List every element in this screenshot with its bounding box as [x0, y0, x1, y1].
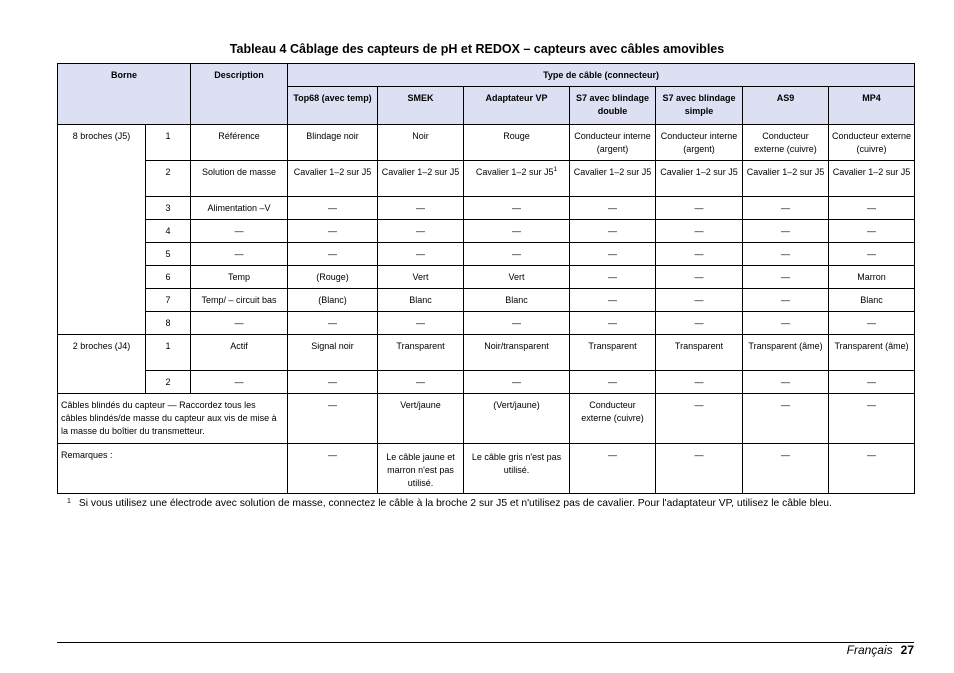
- description-cell: —: [191, 371, 288, 394]
- footer-divider: [57, 642, 914, 643]
- cell: —: [656, 312, 743, 335]
- pin-cell: 1: [146, 335, 191, 371]
- cell: Transparent: [656, 335, 743, 371]
- footnote-marker: 1: [553, 166, 558, 173]
- cell: —: [378, 220, 464, 243]
- cell: Conducteur interne (argent): [570, 125, 656, 161]
- table-row: [58, 371, 915, 394]
- header-col-mp4: MP4: [829, 87, 915, 125]
- table-row: [58, 335, 915, 371]
- header-col-as9: AS9: [743, 87, 829, 125]
- cell: Cavalier 1–2 sur J5: [378, 161, 464, 197]
- header-col-smek: SMEK: [378, 87, 464, 125]
- cell: Le câble gris n'est pas utilisé.: [464, 444, 570, 494]
- header-col-s7-simple: S7 avec blindage simple: [656, 87, 743, 125]
- footnote: [67, 498, 832, 509]
- cell: Blanc: [829, 289, 915, 312]
- cell: —: [570, 371, 656, 394]
- cell: Vert/jaune: [378, 394, 464, 444]
- pin-cell: 1: [146, 125, 191, 161]
- footer-language: Français: [846, 643, 893, 657]
- cell: —: [570, 289, 656, 312]
- cell: Signal noir: [288, 335, 378, 371]
- cell-text: Cavalier 1–2 sur J5: [475, 167, 554, 177]
- wiring-table: [57, 63, 915, 494]
- cell: —: [743, 220, 829, 243]
- cell: —: [464, 243, 570, 266]
- cell: —: [743, 243, 829, 266]
- table-row: [58, 289, 915, 312]
- cell: —: [743, 197, 829, 220]
- cell: —: [829, 220, 915, 243]
- cell: —: [743, 371, 829, 394]
- cell: Rouge: [464, 125, 570, 161]
- cell: —: [378, 312, 464, 335]
- table-row: [58, 197, 915, 220]
- description-cell: Alimentation –V: [191, 197, 288, 220]
- pin-cell: 3: [146, 197, 191, 220]
- pin-cell: 6: [146, 266, 191, 289]
- pin-cell: 7: [146, 289, 191, 312]
- description-cell: Actif: [191, 335, 288, 371]
- cell: Transparent: [378, 335, 464, 371]
- footnote-number: 1: [67, 498, 71, 505]
- table-row: [58, 266, 915, 289]
- cell: —: [378, 243, 464, 266]
- cell: (Vert/jaune): [464, 394, 570, 444]
- cell: (Blanc): [288, 289, 378, 312]
- table-body: [58, 125, 915, 494]
- cell: —: [829, 371, 915, 394]
- cell: —: [288, 394, 378, 444]
- cell: —: [288, 444, 378, 494]
- description-cell: —: [191, 220, 288, 243]
- cell: Cavalier 1–2 sur J5: [570, 161, 656, 197]
- cell: —: [570, 243, 656, 266]
- cell: —: [570, 220, 656, 243]
- pin-cell: 2: [146, 161, 191, 197]
- cell: Vert: [464, 266, 570, 289]
- remarks-label: Remarques :: [58, 444, 288, 494]
- pin-cell: 4: [146, 220, 191, 243]
- cell: —: [570, 197, 656, 220]
- cell: —: [570, 266, 656, 289]
- cell: Noir/transparent: [464, 335, 570, 371]
- description-cell: Temp: [191, 266, 288, 289]
- table-row: [58, 161, 915, 197]
- cell: —: [656, 220, 743, 243]
- cell: —: [656, 266, 743, 289]
- remarks-row: [58, 444, 915, 494]
- cell: —: [464, 197, 570, 220]
- cell: —: [378, 197, 464, 220]
- cell: Transparent: [570, 335, 656, 371]
- cell: Cavalier 1–2 sur J5: [288, 161, 378, 197]
- pin-cell: 8: [146, 312, 191, 335]
- cell: —: [570, 312, 656, 335]
- cell: —: [464, 312, 570, 335]
- cell: —: [656, 394, 743, 444]
- description-cell: —: [191, 243, 288, 266]
- page-number: 27: [900, 643, 914, 657]
- cell-with-note: [464, 161, 570, 197]
- shield-label: Câbles blindés du capteur — Raccordez tous les câbles blindés/de masse du capteur aux vis de mise à la masse du boîtier du transmetteur.: [58, 394, 288, 444]
- cell: Noir: [378, 125, 464, 161]
- table-row: [58, 312, 915, 335]
- cell: Cavalier 1–2 sur J5: [656, 161, 743, 197]
- header-description: Description: [191, 64, 288, 125]
- description-cell: —: [191, 312, 288, 335]
- cell: —: [743, 289, 829, 312]
- cell: —: [656, 444, 743, 494]
- cell: (Rouge): [288, 266, 378, 289]
- table-title: Tableau 4 Câblage des capteurs de pH et REDOX – capteurs avec câbles amovibles: [229, 42, 725, 56]
- group-j5: 8 broches (J5): [58, 125, 146, 335]
- cell: Blanc: [464, 289, 570, 312]
- cell: —: [829, 312, 915, 335]
- cell: —: [288, 243, 378, 266]
- table-row: [58, 220, 915, 243]
- header-cable-type: Type de câble (connecteur): [288, 64, 915, 87]
- table-row: [58, 125, 915, 161]
- cell: Vert: [378, 266, 464, 289]
- description-cell: Temp/ – circuit bas: [191, 289, 288, 312]
- cell: Cavalier 1–2 sur J5: [743, 161, 829, 197]
- cell: —: [829, 197, 915, 220]
- shield-row: [58, 394, 915, 444]
- header-borne: Borne: [58, 64, 191, 125]
- footnote-text: Si vous utilisez une électrode avec solution de masse, connectez le câble à la broche 2 sur J5 et n'utilisez pas de cavalier. Pour l'adaptateur VP, utilisez le câble bleu.: [78, 498, 832, 509]
- cell: —: [656, 289, 743, 312]
- pin-cell: 5: [146, 243, 191, 266]
- cell: —: [743, 444, 829, 494]
- cell: —: [656, 243, 743, 266]
- cell: Le câble jaune et marron n'est pas utilisé.: [378, 444, 464, 494]
- cell: —: [378, 371, 464, 394]
- cell: Conducteur interne (argent): [656, 125, 743, 161]
- cell: —: [464, 371, 570, 394]
- cell: —: [288, 220, 378, 243]
- cell: —: [288, 312, 378, 335]
- cell: —: [288, 371, 378, 394]
- cell: Transparent (âme): [829, 335, 915, 371]
- cell: —: [743, 394, 829, 444]
- cell: Cavalier 1–2 sur J5: [829, 161, 915, 197]
- cell: —: [743, 266, 829, 289]
- cell: —: [743, 312, 829, 335]
- pin-cell: 2: [146, 371, 191, 394]
- cell: Marron: [829, 266, 915, 289]
- cell: —: [829, 444, 915, 494]
- cell: Blanc: [378, 289, 464, 312]
- cell: Conducteur externe (cuivre): [570, 394, 656, 444]
- cell: —: [464, 220, 570, 243]
- page-footer: [847, 643, 914, 657]
- header-col-top68: Top68 (avec temp): [288, 87, 378, 125]
- header-col-vp: Adaptateur VP: [464, 87, 570, 125]
- description-cell: Solution de masse: [191, 161, 288, 197]
- cell: —: [829, 243, 915, 266]
- cell: —: [656, 371, 743, 394]
- group-j4: 2 broches (J4): [58, 335, 146, 394]
- cell: —: [829, 394, 915, 444]
- cell: Conducteur externe (cuivre): [829, 125, 915, 161]
- cell: —: [288, 197, 378, 220]
- header-col-s7-double: S7 avec blindage double: [570, 87, 656, 125]
- cell: Conducteur externe (cuivre): [743, 125, 829, 161]
- cell: Blindage noir: [288, 125, 378, 161]
- description-cell: Référence: [191, 125, 288, 161]
- table-row: [58, 243, 915, 266]
- cell: —: [570, 444, 656, 494]
- cell: —: [656, 197, 743, 220]
- cell: Transparent (âme): [743, 335, 829, 371]
